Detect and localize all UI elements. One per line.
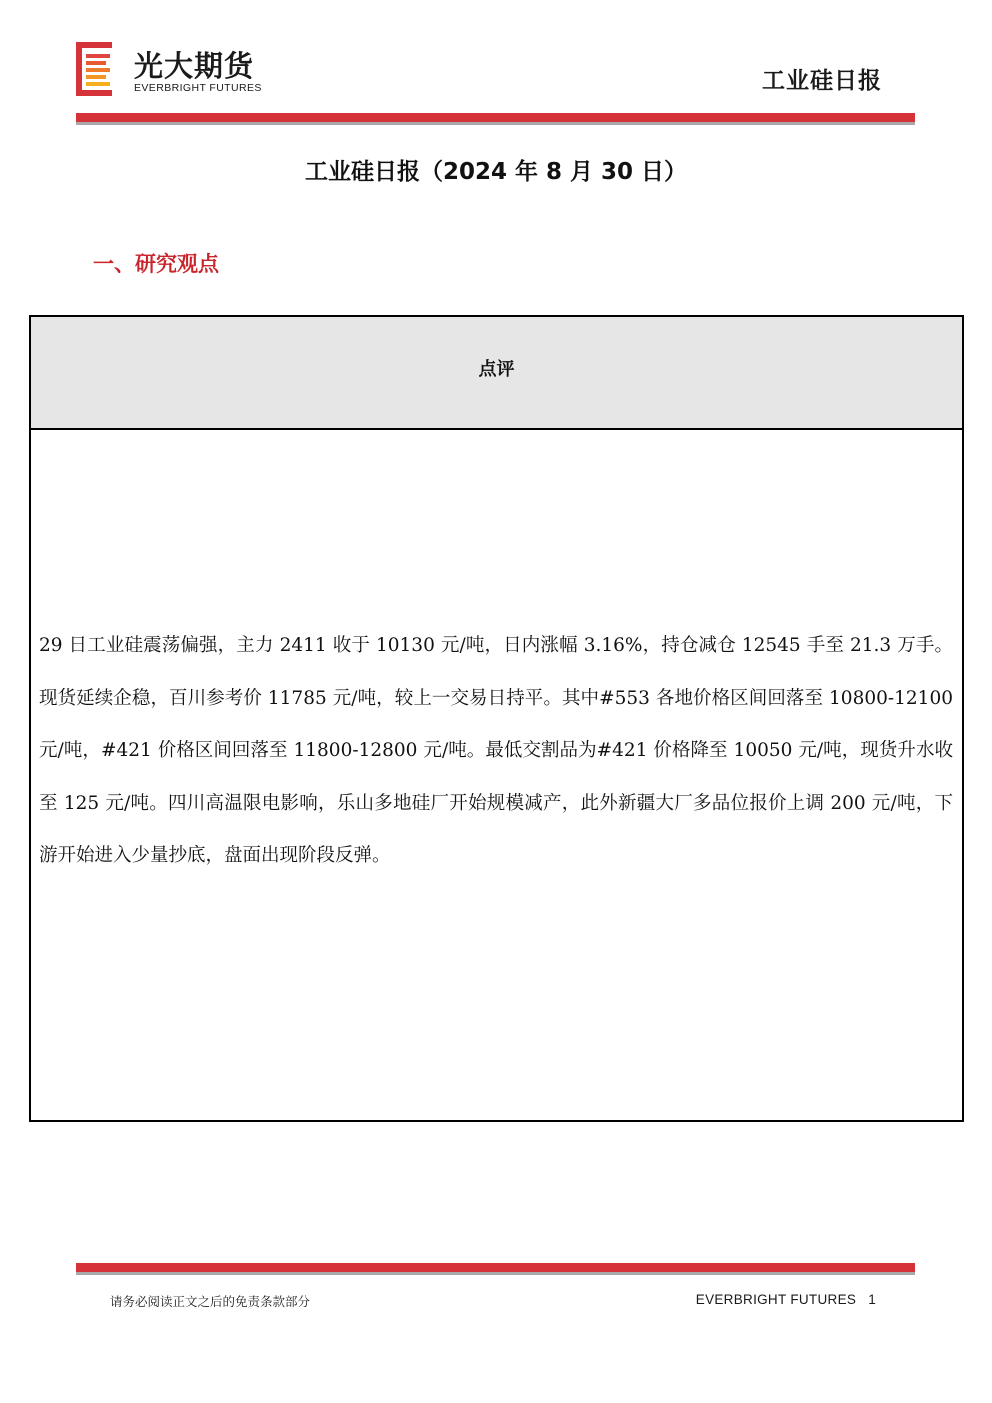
table-header-label: 点评: [478, 359, 515, 380]
page-number: 1: [868, 1292, 876, 1307]
logo-english-name: EVERBRIGHT FUTURES: [134, 82, 262, 94]
report-name: 工业硅日报: [762, 68, 882, 94]
footer-divider: [76, 1263, 915, 1275]
page-title: 工业硅日报（2024 年 8 月 30 日）: [304, 159, 688, 185]
logo-chinese-name: 光大期货: [134, 49, 255, 83]
table-header: [31, 317, 962, 430]
company-logo: [76, 42, 296, 98]
everbright-logo-icon: [76, 42, 112, 96]
header-divider: [76, 113, 915, 125]
footer-disclaimer: 请务必阅读正文之后的免责条款部分: [110, 1294, 311, 1309]
commentary-text: 29 日工业硅震荡偏强，主力 2411 收于 10130 元/吨，日内涨幅 3.16%，持仓减仓 12545 手至 21.3 万手。现货延续企稳，百川参考价 11785 元/吨，较上一交易日持平。其中#553 各地价格区间回落至 10800-12100 元/吨，#421 价格区间回落至 11800-12800 元/吨。最低交割品为#421 价格降至 10050 元/吨，现货升水收至 125 元/吨。四川高温限电影响，乐山多地硅厂开始规模减产，此外新疆大厂多品位报价上调 200 元/吨，下游开始进入少量抄底，盘面出现阶段反弹。: [39, 635, 953, 866]
section-heading: 一、研究观点: [93, 252, 219, 276]
footer-company: EVERBRIGHT FUTURES: [695, 1292, 857, 1307]
footer-brand: [696, 1292, 876, 1307]
commentary-table: [29, 315, 964, 1122]
